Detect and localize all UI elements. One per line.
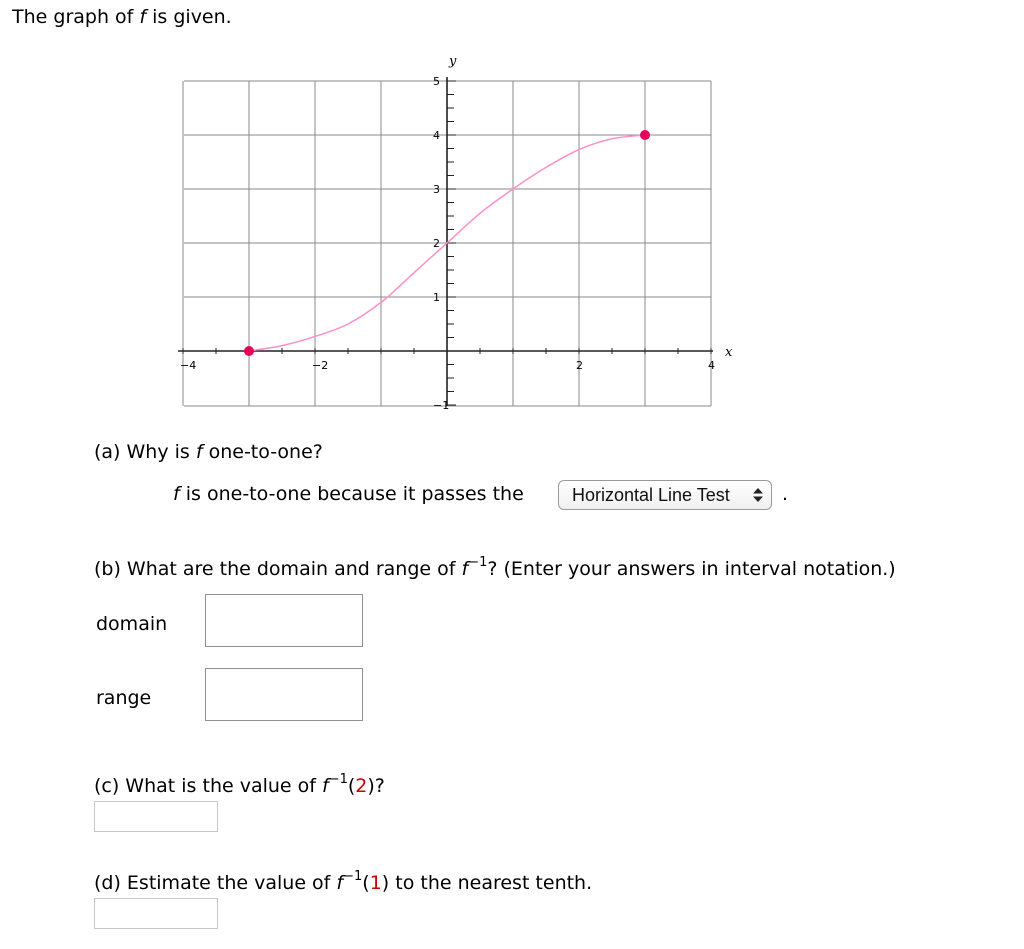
range-input[interactable] <box>205 668 363 721</box>
domain-input[interactable] <box>205 594 363 647</box>
x-tick-label: −2 <box>312 359 329 372</box>
y-tick-label: 1 <box>433 291 440 304</box>
y-tick-label: −1 <box>433 399 450 412</box>
y-tick-label: 3 <box>433 183 440 196</box>
x-axis-label: x <box>725 345 733 360</box>
answer-a-period: . <box>782 483 789 505</box>
reason-select-value: Horizontal Line Test <box>572 485 730 505</box>
x-tick-label: 4 <box>708 359 715 372</box>
intro-text: The graph of f is given. <box>12 6 232 28</box>
answer-a-text: f is one-to-one because it passes the <box>173 483 524 505</box>
domain-label: domain <box>96 613 168 635</box>
updown-arrows-icon <box>753 488 763 502</box>
value-d-input[interactable] <box>94 898 218 929</box>
axes <box>178 77 713 406</box>
tick-labels <box>180 54 733 412</box>
reason-select[interactable] <box>558 480 772 510</box>
y-axis-label: y <box>449 54 457 69</box>
question-d: (d) Estimate the value of $f^{-1}(1)$ to the nearest tenth. <box>94 868 593 894</box>
question-b: (b) What are the domain and range of $f^{-1}$? (Enter your answers in interval notation.) <box>94 554 896 580</box>
x-tick-label: 2 <box>576 359 583 372</box>
y-tick-label: 4 <box>433 129 440 142</box>
x-tick-label: −4 <box>180 359 197 372</box>
f-symbol: f <box>139 6 147 28</box>
value-c-input[interactable] <box>94 801 218 832</box>
question-a: (a) Why is f one-to-one? <box>94 441 323 463</box>
question-c: (c) What is the value of $f^{-1}(2)$? <box>94 771 385 797</box>
endpoint-dot <box>244 346 254 356</box>
y-tick-label: 2 <box>433 237 440 250</box>
y-tick-label: 5 <box>433 75 440 88</box>
endpoint-dot <box>640 130 650 140</box>
range-label: range <box>96 687 152 709</box>
